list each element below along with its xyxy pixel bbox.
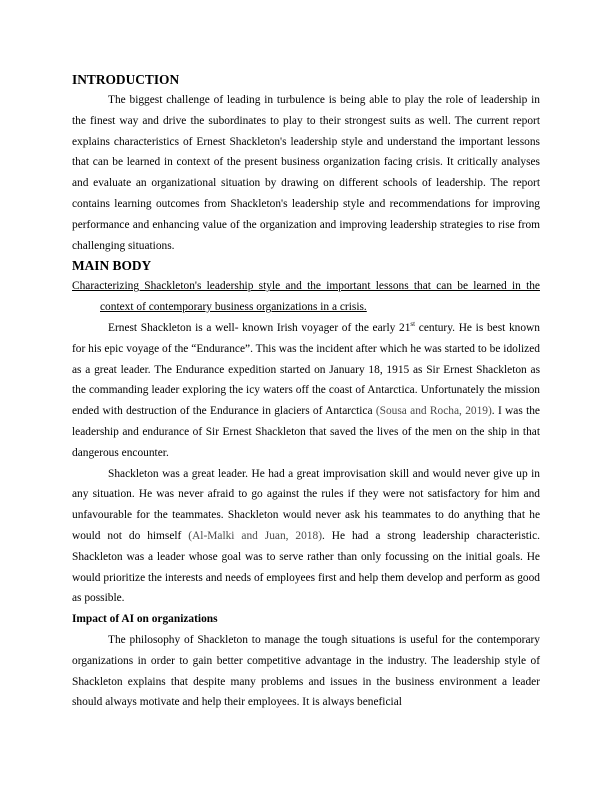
- introduction-paragraph: The biggest challenge of leading in turbulence is being able to play the role of leadership in the finest way and drive the subordinates to play to their strongest suits as well. The current report explains characteristics of Ernest Shackleton's leadership style and understand the important lessons that can be learned in context of the present business organization facing crisis. It critically analyses and evaluate an organizational situation by drawing on different schools of leadership. The report contains learning outcomes from Shackleton's leadership style and recommendations for improving performance and enhancing value of the organization and improving leadership strategies to rise from challenging situations.: [72, 94, 540, 252]
- paragraph-text: Shackleton was a great leader. He had a great improvisation skill and would never give up in any situation. He was never afraid to go against the rules if they were not satisfactory for him and unfavourable for the teammates. Shackleton would never ask his teammates to do anything that he would not do himself: [72, 467, 540, 542]
- document-page: [72, 70, 540, 713]
- body-paragraph-1: [72, 318, 540, 464]
- paragraph-text: Ernest Shackleton is a well- known Irish voyager of the early 21: [108, 321, 411, 334]
- main-body-heading: MAIN BODY: [72, 258, 152, 274]
- paragraph-text: century. He is best known for his epic voyage of the “Endurance”. This was the incident after which he was started to be idolized as a great leader. The Endurance expedition started on January 18, 1915 as Sir Ernest Shackleton as the commanding leader exploring the icy waters off the coast of Antarctica. Unfortunately the mission ended with destruction of the Endurance in glaciers of Antarctica: [72, 321, 540, 418]
- section-subheading: Characterizing Shackleton's leadership style and the important lessons that can be learned in the context of contemporary business organizations in a crisis.: [72, 280, 540, 314]
- body-paragraph-3: The philosophy of Shackleton to manage the tough situations is useful for the contemporary organizations in order to gain better competitive advantage in the industry. The leadership style of Shackleton explains that despite many problems and issues in the business environment a leader should always motivate and help their employees. It is always beneficial: [72, 633, 540, 709]
- introduction-heading: INTRODUCTION: [72, 72, 180, 87]
- ordinal-superscript: st: [410, 319, 416, 328]
- ai-impact-heading: Impact of AI on organizations: [72, 613, 218, 626]
- citation: (Al-Malki and Juan, 2018): [188, 529, 322, 542]
- body-paragraph-2: [72, 464, 540, 610]
- paragraph-text: . He had a strong leadership characteristic. Shackleton was a leader whose goal was to serve rather than only focussing on the initial goals. He would prioritize the interests and needs of employees first and help them develop and perform as good as possible.: [72, 529, 540, 605]
- citation: (Sousa and Rocha, 2019): [375, 405, 492, 418]
- paragraph-text: . I was the leadership and endurance of Sir Ernest Shackleton that saved the lives of the men on the ship in that dangerous encounter.: [72, 405, 540, 459]
